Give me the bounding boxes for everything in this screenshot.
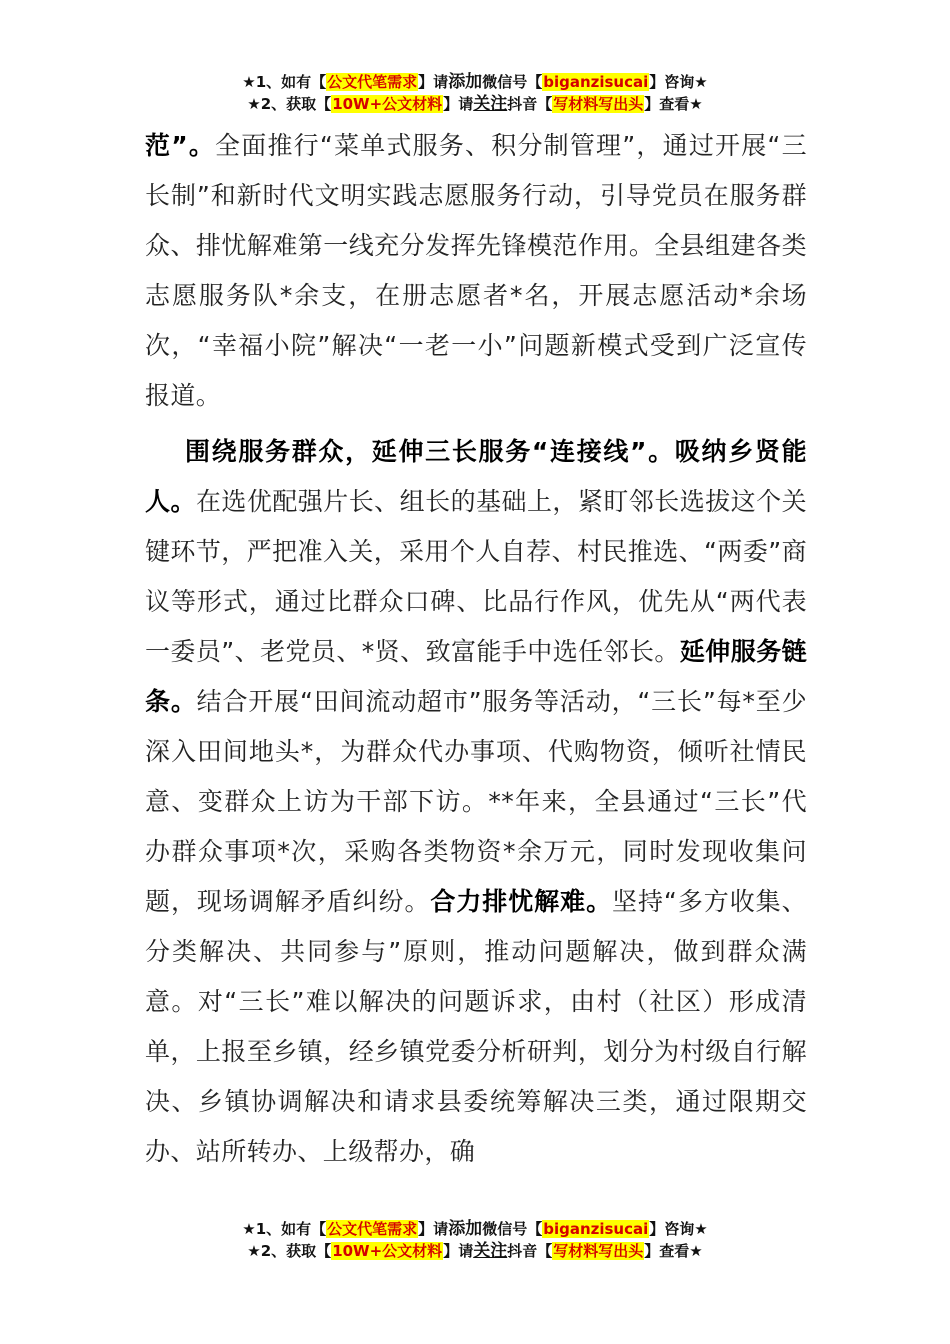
- banner-emphasis: 关注: [473, 1241, 508, 1261]
- section-heading: 延伸服务链条。: [145, 637, 807, 716]
- banner-text: ★2、获取【: [247, 95, 332, 113]
- banner-text: 】请: [443, 95, 474, 113]
- banner-text: ★1、如有【: [242, 73, 327, 91]
- banner-text: 微信号【: [482, 73, 543, 91]
- document-body: [145, 121, 807, 1177]
- paragraph-2: [145, 427, 807, 1177]
- banner-text: 】查看★: [644, 1242, 703, 1260]
- banner-line-2: [0, 1240, 950, 1262]
- banner-text: ★2、获取【: [247, 1242, 332, 1260]
- banner-text: 抖音【: [507, 95, 553, 113]
- banner-text: 】咨询★: [649, 1220, 708, 1238]
- banner-highlight: 10W+公文材料: [332, 95, 443, 113]
- paragraph-text: 结合开展“田间流动超市”服务等活动，“三长”每*至少深入田间地头*，为群众代办事项、代购物资，倾听社情民意、变群众上访为干部下访。**年来，全县通过“三长”代办群众事项*次，采购各类物资*余万元，同时发现收集问题，现场调解矛盾纠纷。: [145, 687, 807, 916]
- banner-text: 】请: [443, 1242, 474, 1260]
- paragraph-1: [145, 121, 807, 421]
- banner-highlight: 10W+公文材料: [332, 1242, 443, 1260]
- banner-highlight: biganzisucai: [543, 73, 649, 91]
- banner-highlight: 写材料写出头: [553, 95, 644, 113]
- paragraph-text: 全面推行“菜单式服务、积分制管理”，通过开展“三长制”和新时代文明实践志愿服务行动，引导党员在服务群众、排忧解难第一线充分发挥先锋模范作用。全县组建各类志愿服务队*余支，在册志愿者*名，开展志愿活动*余场次，“幸福小院”解决“一老一小”问题新模式受到广泛宣传报道。: [145, 131, 807, 410]
- banner-highlight: biganzisucai: [543, 1220, 649, 1238]
- banner-highlight: 写材料写出头: [553, 1242, 644, 1260]
- banner-text: 】查看★: [644, 95, 703, 113]
- paragraph-text: 在选优配强片长、组长的基础上，紧盯邻长选拔这个关键环节，严把准入关，采用个人自荐、村民推选、“两委”商议等形式，通过比群众口碑、比品行作风，优先从“两代表一委员”、老党员、*贤、致富能手中选任邻长。: [145, 487, 807, 666]
- banner-text: ★1、如有【: [242, 1220, 327, 1238]
- banner-highlight: 公文代笔需求: [327, 73, 418, 91]
- banner-line-1: [0, 1218, 950, 1240]
- banner-text: 】请: [418, 1220, 449, 1238]
- header-banner: [0, 71, 950, 115]
- footer-banner: [0, 1218, 950, 1262]
- banner-text: 微信号【: [482, 1220, 543, 1238]
- banner-text: 抖音【: [507, 1242, 553, 1260]
- section-heading: 合力排忧解难。: [430, 887, 613, 916]
- bold-fragment: 范”。: [145, 131, 216, 160]
- banner-emphasis: 添加: [448, 72, 483, 92]
- banner-line-2: [0, 93, 950, 115]
- banner-highlight: 公文代笔需求: [327, 1220, 418, 1238]
- paragraph-text: 坚持“多方收集、分类解决、共同参与”原则，推动问题解决，做到群众满意。对“三长”难以解决的问题诉求，由村（社区）形成清单，上报至乡镇，经乡镇党委分析研判，划分为村级自行解决、乡镇协调解决和请求县委统筹解决三类，通过限期交办、站所转办、上级帮办，确: [145, 887, 807, 1166]
- banner-text: 】请: [418, 73, 449, 91]
- banner-emphasis: 添加: [448, 1219, 483, 1239]
- banner-line-1: [0, 71, 950, 93]
- section-heading: 围绕服务群众，延伸三长服务“连接线”。吸纳乡贤能人。: [145, 437, 807, 516]
- banner-text: 】咨询★: [649, 73, 708, 91]
- banner-emphasis: 关注: [473, 94, 508, 114]
